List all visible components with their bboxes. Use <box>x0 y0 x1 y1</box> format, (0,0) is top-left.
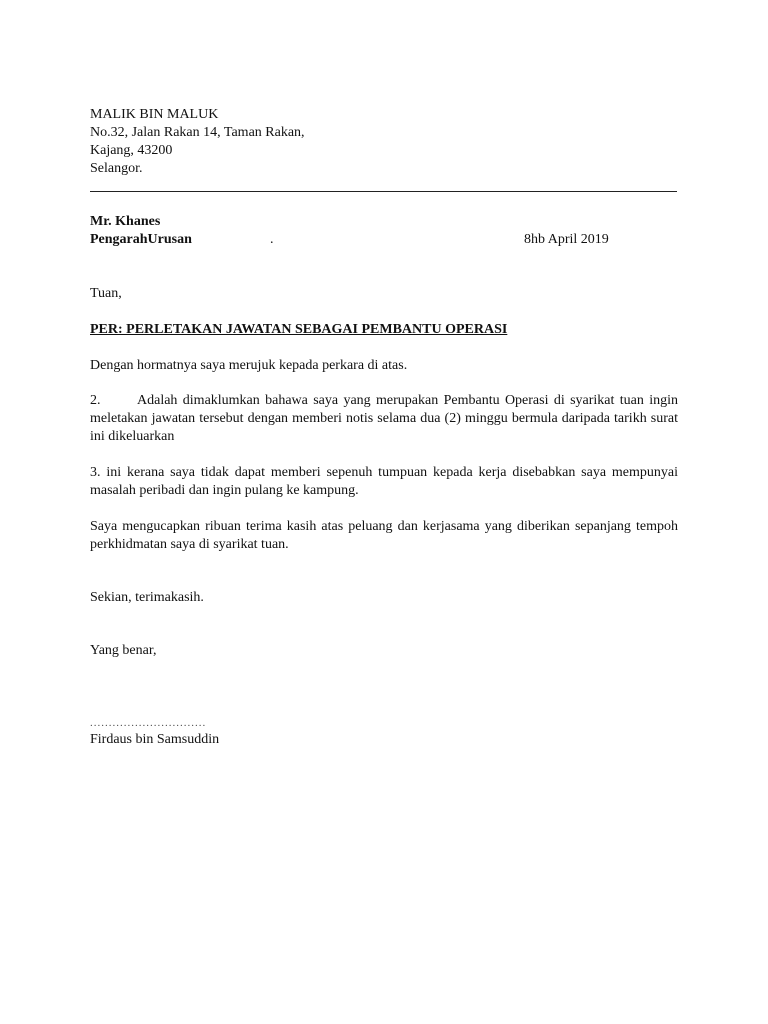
signature-line: ............................... <box>90 717 207 729</box>
body-paragraph-3: 3. ini kerana saya tidak dapat memberi sepenuh tumpuan kepada kerja disebabkan saya mempunyai masalah peribadi dan ingin pulang ke kampung. <box>90 465 678 498</box>
body-paragraph-4: Saya mengucapkan ribuan terima kasih atas peluang dan kerjasama yang diberikan sepanjang tempoh perkhidmatan saya di syarikat tuan. <box>90 519 678 552</box>
sender-address-line1: No.32, Jalan Rakan 14, Taman Rakan, <box>90 125 305 140</box>
sender-address-line3: Selangor. <box>90 161 143 176</box>
sender-name: MALIK BIN MALUK <box>90 107 219 122</box>
paragraph-number: 2. <box>90 393 101 408</box>
header-divider <box>90 191 677 192</box>
signer-name: Firdaus bin Samsuddin <box>90 732 220 747</box>
recipient-separator: . <box>270 232 274 247</box>
body-paragraph-1: Dengan hormatnya saya merujuk kepada perkara di atas. <box>90 358 408 373</box>
subject-line: PER: PERLETAKAN JAWATAN SEBAGAI PEMBANTU OPERASI <box>90 322 508 337</box>
sender-address-line2: Kajang, 43200 <box>90 143 173 158</box>
closing-yang-benar: Yang benar, <box>90 643 157 658</box>
body-paragraph-2 <box>90 392 678 446</box>
salutation: Tuan, <box>90 286 122 301</box>
recipient-title: PengarahUrusan <box>90 232 192 247</box>
body-paragraph-2-text: Adalah dimaklumkan bahawa saya yang merupakan Pembantu Operasi di syarikat tuan ingin meletakan jawatan tersebut dengan memberi notis selama dua (2) minggu bermula daripada tarikh surat ini dikeluarkan <box>90 393 678 444</box>
recipient-name: Mr. Khanes <box>90 214 161 229</box>
closing-sekian: Sekian, terimakasih. <box>90 590 204 605</box>
letter-date: 8hb April 2019 <box>524 232 609 247</box>
